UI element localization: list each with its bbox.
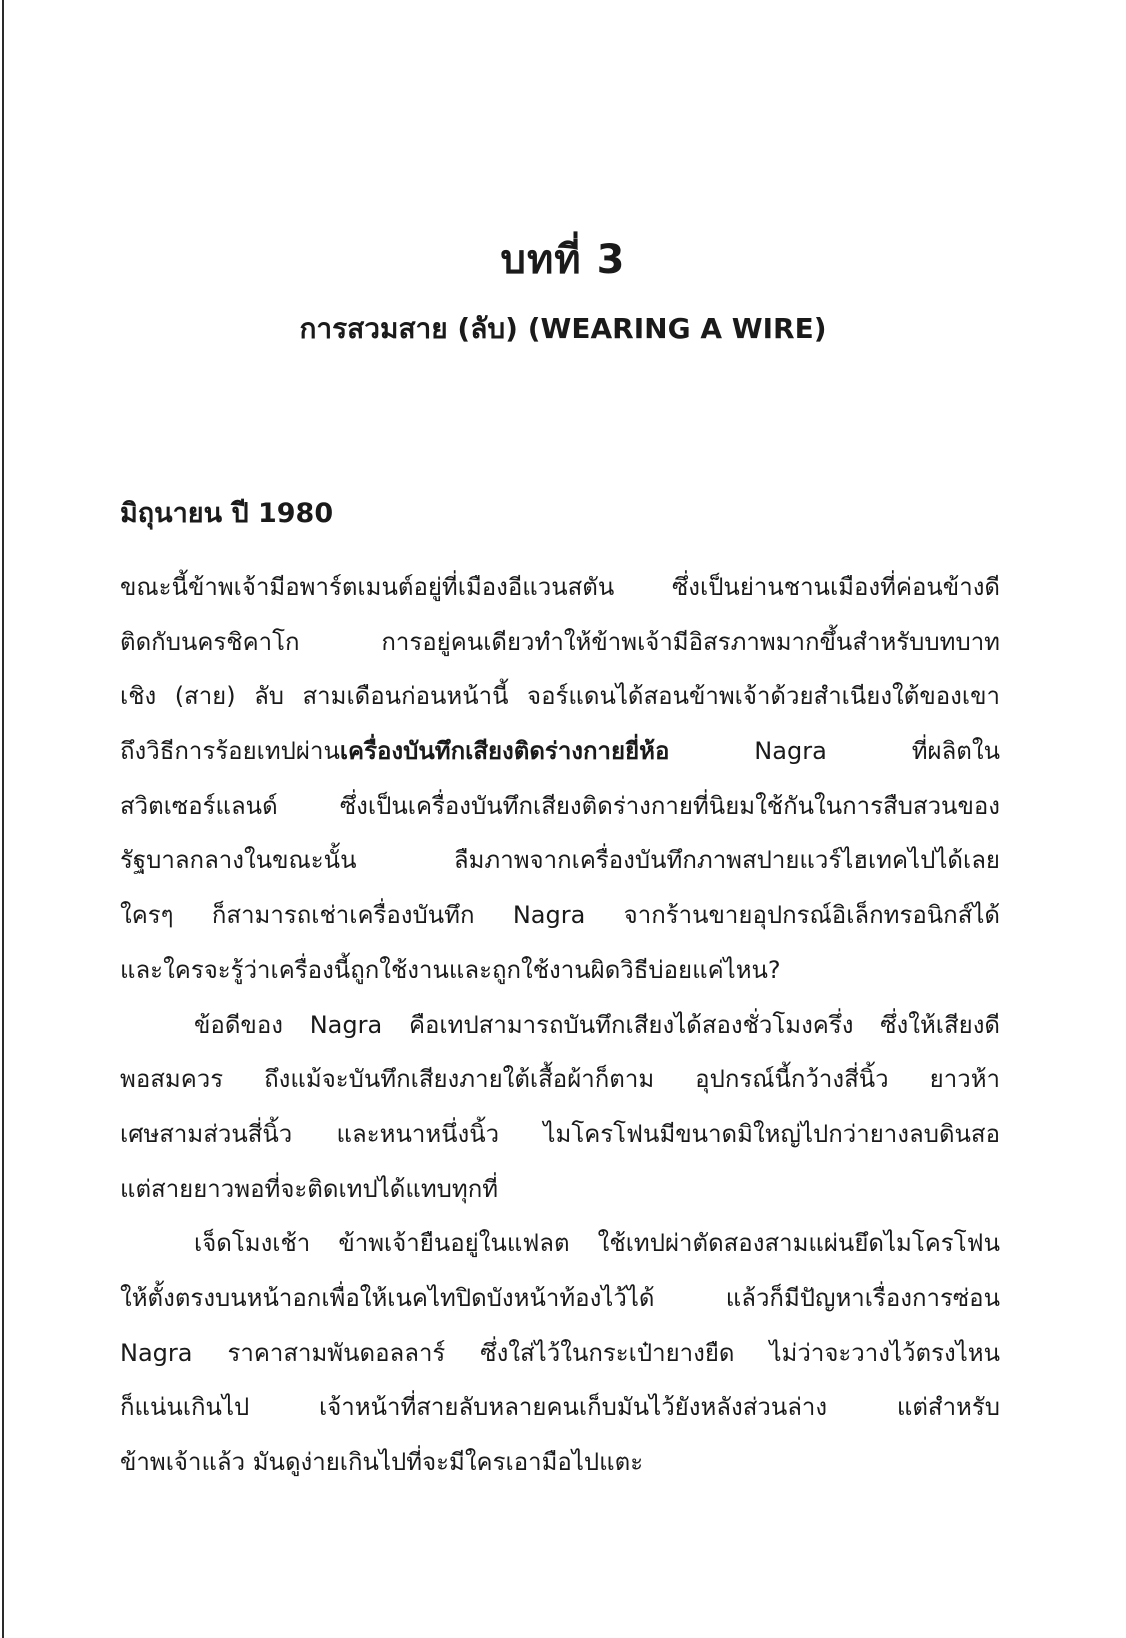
paragraph-3-line-1: เจ็ดโมงเช้า ข้าพเจ้ายืนอยู่ในแฟลต ใช้เทปผ่าตัดสองสามแผ่นยึดไมโครโฟน: [194, 1229, 1000, 1258]
paragraph-1-line-1: ขณะนี้ข้าพเจ้ามีอพาร์ตเมนต์อยู่ที่เมืองอีแวนสตัน ซึ่งเป็นย่านชานเมืองที่ค่อนข้างดี: [120, 573, 1000, 601]
chapter-subtitle: การสวมสาย (ลับ) (WEARING A WIRE): [299, 312, 827, 345]
paragraph-2-line-3: เศษสามส่วนสี่นิ้ว และหนาหนึ่งนิ้ว ไมโครโฟนมีขนาดมิใหญ่ไปกว่ายางลบดินสอ: [120, 1119, 1000, 1148]
paragraph-1-line-8: และใครจะรู้ว่าเครื่องนี้ถูกใช้งานและถูกใช้งานผิดวิธีบ่อยแค่ไหน?: [120, 955, 781, 984]
chapter-number: บทที่ 3: [500, 237, 626, 283]
paragraph-1-line-7: ใครๆ ก็สามารถเช่าเครื่องบันทึก Nagra จากร้านขายอุปกรณ์อิเล็กทรอนิกส์ได้: [120, 901, 1000, 930]
paragraph-2-line-4: แต่สายยาวพอที่จะติดเทปได้แทบทุกที่: [120, 1174, 499, 1203]
bold-product-name: เครื่องบันทึกเสียงติดร่างกายยี่ห้อ: [339, 737, 670, 766]
paragraph-1-line-6: รัฐบาลกลางในขณะนั้น ลืมภาพจากเครื่องบันทึกภาพสปายแวร์ไฮเทคไปได้เลย: [120, 846, 1000, 875]
paragraph-1-line-4: [120, 724, 1000, 779]
paragraph-3-line-2: ให้ตั้งตรงบนหน้าอกเพื่อให้เนคไทปิดบังหน้าท้องไว้ได้ แล้วก็มีปัญหาเรื่องการซ่อน: [120, 1283, 1000, 1312]
section-heading: มิถุนายน ปี 1980: [120, 498, 334, 529]
paragraph-3-line-4: ก็แน่นเกินไป เจ้าหน้าที่สายลับหลายคนเก็บมันไว้ยังหลังส่วนล่าง แต่สำหรับ: [120, 1393, 1000, 1422]
paragraph-3-line-5: ข้าพเจ้าแล้ว มันดูง่ายเกินไปที่จะมีใครเอามือไปแตะ: [120, 1448, 644, 1476]
paragraph-2-line-1: ข้อดีของ Nagra คือเทปสามารถบันทึกเสียงได้สองชั่วโมงครึ่ง ซึ่งให้เสียงดี: [194, 1010, 1000, 1039]
paragraph-1-line-2: ติดกับนครชิคาโก การอยู่คนเดียวทำให้ข้าพเจ้ามีอิสรภาพมากขึ้นสำหรับบทบาท: [120, 627, 1000, 656]
paragraph-2-line-2: พอสมควร ถึงแม้จะบันทึกเสียงภายใต้เสื้อผ้าก็ตาม อุปกรณ์นี้กว้างสี่นิ้ว ยาวห้า: [120, 1065, 1000, 1094]
line-4-text-before: ถึงวิธีการร้อยเทปผ่าน: [120, 737, 340, 766]
paragraph-1-line-5: สวิตเซอร์แลนด์ ซึ่งเป็นเครื่องบันทึกเสียงติดร่างกายที่นิยมใช้กันในการสืบสวนของ: [120, 791, 1000, 820]
paragraph-1-line-3: เชิง (สาย) ลับ สามเดือนก่อนหน้านี้ จอร์แดนได้สอนข้าพเจ้าด้วยสำเนียงใต้ของเขา: [120, 682, 1000, 711]
line-4-text-after: Nagra ที่ผลิตใน: [669, 737, 1000, 766]
body-text: [120, 560, 1000, 1490]
paragraph-3-line-3: Nagra ราคาสามพันดอลลาร์ ซึ่งใส่ไว้ในกระเป๋ายางยืด ไม่ว่าจะวางไว้ตรงไหน: [120, 1338, 1000, 1367]
